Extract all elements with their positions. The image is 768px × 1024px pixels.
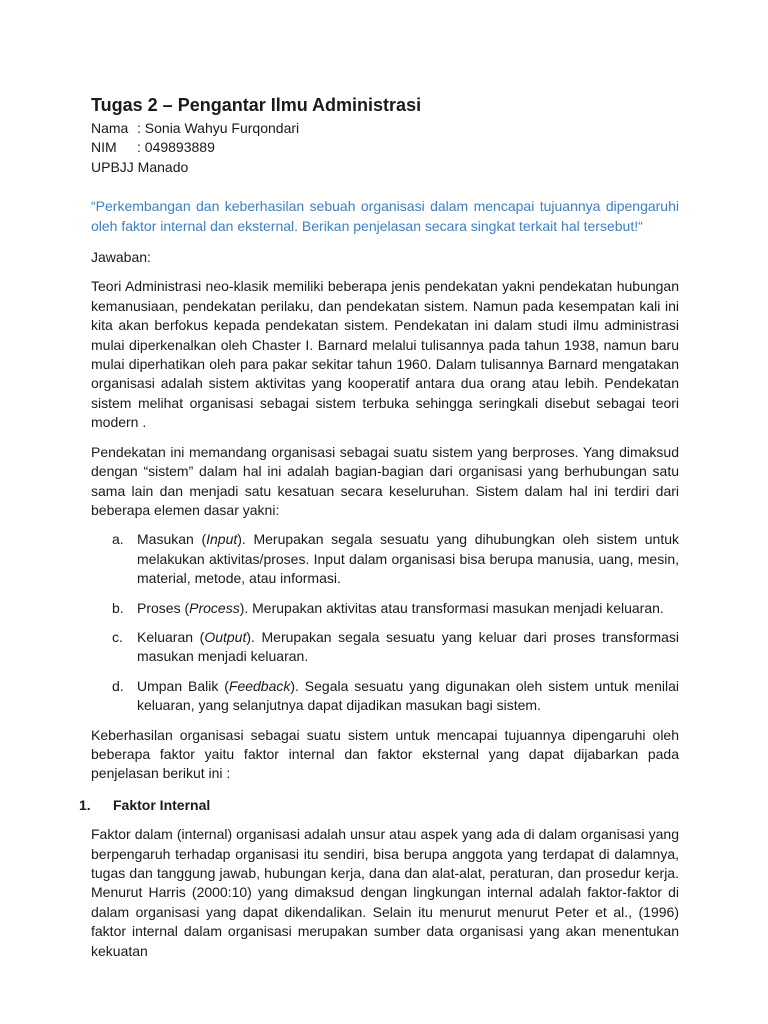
list-item <box>91 530 679 588</box>
list-item-lead: Umpan Balik ( <box>137 677 229 694</box>
list-item <box>91 628 679 667</box>
list-item-text: ). Segala sesuatu yang digunakan oleh sistem untuk menilai keluaran, yang selanjutnya dapat dijadikan masukan bagi sistem. <box>137 677 679 714</box>
list-marker: c. <box>112 628 123 645</box>
list-item-lead: Masukan ( <box>137 531 207 548</box>
list-item-lead: Proses ( <box>137 599 190 616</box>
system-elements-list <box>91 530 679 715</box>
student-upbjj-line <box>91 158 679 177</box>
section-heading-internal <box>79 796 679 815</box>
list-item-term: Input <box>206 531 238 548</box>
list-marker: b. <box>112 599 124 616</box>
paragraph-intro: Teori Administrasi neo-klasik memiliki beberapa jenis pendekatan yakni pendekatan hubungan kemanusiaan, pendekatan perilaku, dan pendekatan sistem. Namun pada kesempatan kali ini kita akan berfokus kepada pendekatan sistem. Pendekatan ini dalam studi ilmu administrasi mulai diperkenalkan oleh Chaster I. Barnard melalui tulisannya pada tahun 1938, namun baru mulai diperhatikan oleh para pakar sekitar tahun 1960. Dalam tulisannya Barnard mengatakan organisasi adalah sistem aktivitas yang kooperatif antara dua orang atau lebih. Pendekatan sistem melihat organisasi sebagai sistem terbuka sehingga seringkali disebut sebagai teori modern . <box>91 278 679 431</box>
list-item-term: Output <box>204 628 247 645</box>
document-page <box>79 93 680 961</box>
assignment-question: “Perkembangan dan keberhasilan sebuah organisasi dalam mencapai tujuannya dipengaruhi oleh faktor internal dan eksternal. Berikan penjelasan secara singkat terkait hal tersebut!“ <box>91 198 679 234</box>
list-item-term: Process <box>189 599 240 616</box>
list-marker: a. <box>112 531 124 548</box>
student-upbjj-label: UPBJJ Manado <box>91 158 189 175</box>
student-nim-value: : 049893889 <box>137 139 215 156</box>
list-item-text: ). Merupakan aktivitas atau transformasi masukan menjadi keluaran. <box>239 599 664 616</box>
student-name-line <box>91 119 679 138</box>
student-nim-label: NIM <box>91 139 117 156</box>
section-number: 1. <box>79 796 91 813</box>
student-name-value: : Sonia Wahyu Furqondari <box>137 120 300 136</box>
list-item <box>91 599 679 618</box>
section-title: Faktor Internal <box>113 796 211 813</box>
list-item-text: ). Merupakan segala sesuatu yang dihubungkan oleh sistem untuk melakukan aktivitas/proses. Input dalam organisasi bisa berupa manusia, uang, mesin, material, metode, atau informasi. <box>137 531 680 587</box>
list-item-lead: Keluaran ( <box>137 628 205 645</box>
student-name-label: Nama <box>91 120 129 136</box>
list-item-term: Feedback <box>228 677 291 694</box>
list-marker: d. <box>112 677 124 694</box>
paragraph-system: Pendekatan ini memandang organisasi sebagai suatu sistem yang berproses. Yang dimaksud dengan “sistem” dalam hal ini adalah bagian-bagian dari organisasi yang berhubungan satu sama lain dan menjadi satu kesatuan secara keseluruhan. Sistem dalam hal ini terdiri dari beberapa elemen dasar yakni: <box>91 443 679 518</box>
student-nim-line <box>91 138 679 157</box>
paragraph-internal-factors: Faktor dalam (internal) organisasi adalah unsur atau aspek yang ada di dalam organisasi yang berpengaruh terhadap organisasi itu sendiri, bisa berupa anggota yang terdapat di dalamnya, tugas dan tanggung jawab, hubungan kerja, dana dan alat-alat, peraturan, dan prosedur kerja. Menurut Harris (2000:10) yang dimaksud dengan lingkungan internal adalah faktor-faktor di dalam organisasi yang dapat dikendalikan. Selain itu menurut menurut Peter et al., (1996) faktor internal dalam organisasi merupakan sumber data organisasi yang akan menentukan kekuatan <box>91 826 679 959</box>
document-title: Tugas 2 – Pengantar Ilmu Administrasi <box>91 95 422 115</box>
paragraph-factors: Keberhasilan organisasi sebagai suatu sistem untuk mencapai tujuannya dipengaruhi oleh beberapa faktor yaitu faktor internal dan faktor eksternal yang dapat dijabarkan pada penjelasan berikut ini : <box>91 726 679 782</box>
answer-label: Jawaban: <box>91 249 151 266</box>
list-item <box>91 677 679 716</box>
list-item-text: ). Merupakan segala sesuatu yang keluar dari proses transformasi masukan menjadi keluaran. <box>137 628 680 665</box>
